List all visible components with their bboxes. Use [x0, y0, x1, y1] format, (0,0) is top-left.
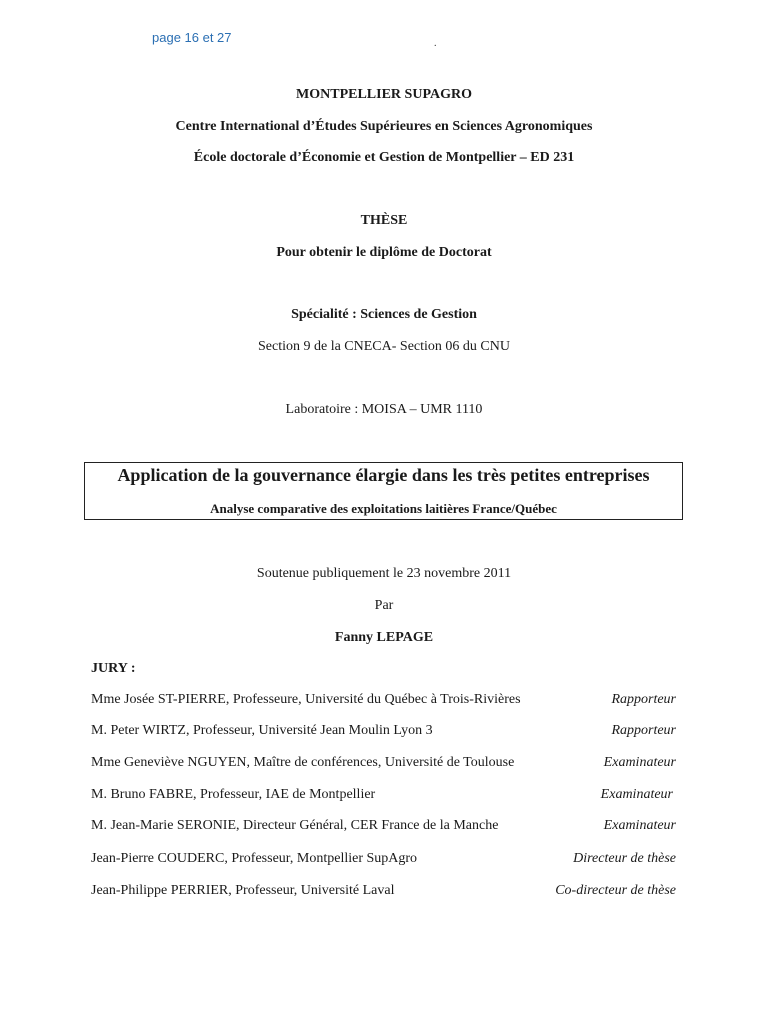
- jury-member-role: Examinateur: [603, 755, 676, 770]
- by-label: Par: [374, 598, 394, 613]
- doctoral-school: École doctorale d’Économie et Gestion de Montpellier – ED 231: [193, 150, 575, 165]
- jury-member-role: Co-directeur de thèse: [555, 883, 676, 898]
- cnu-section: Section 9 de la CNECA- Section 06 du CNU: [258, 339, 510, 354]
- title-box: [84, 462, 683, 520]
- jury-member-name: Jean-Philippe PERRIER, Professeur, Université Laval: [91, 883, 395, 898]
- jury-member-name: M. Peter WIRTZ, Professeur, Université Jean Moulin Lyon 3: [91, 723, 433, 738]
- page-reference: page 16 et 27: [152, 30, 232, 45]
- thesis-heading: THÈSE: [360, 213, 408, 228]
- stray-dot: .: [434, 38, 437, 49]
- jury-member: [91, 723, 676, 743]
- author-name: Fanny LEPAGE: [334, 630, 434, 645]
- jury-member: [91, 692, 676, 712]
- jury-member: [91, 851, 676, 871]
- jury-member-role: Examinateur: [600, 787, 673, 802]
- jury-member: [91, 787, 676, 807]
- jury-heading: JURY :: [91, 661, 136, 676]
- institution-name: MONTPELLIER SUPAGRO: [296, 87, 472, 102]
- jury-member-role: Directeur de thèse: [573, 851, 676, 866]
- jury-member-name: Mme Josée ST-PIERRE, Professeure, Université du Québec à Trois-Rivières: [91, 692, 521, 707]
- jury-member-role: Rapporteur: [611, 723, 676, 738]
- jury-member-role: Examinateur: [603, 818, 676, 833]
- jury-member-name: Jean-Pierre COUDERC, Professeur, Montpellier SupAgro: [91, 851, 418, 866]
- laboratory: Laboratoire : MOISA – UMR 1110: [285, 402, 483, 417]
- jury-member: [91, 755, 676, 775]
- institution-centre: Centre International d’Études Supérieures en Sciences Agronomiques: [175, 119, 593, 134]
- degree-purpose: Pour obtenir le diplôme de Doctorat: [276, 245, 492, 260]
- thesis-title: Application de la gouvernance élargie dans les très petites entreprises: [117, 465, 650, 485]
- jury-member-role: Rapporteur: [611, 692, 676, 707]
- jury-member-name: M. Bruno FABRE, Professeur, IAE de Montpellier: [91, 787, 376, 802]
- jury-member: [91, 818, 676, 838]
- jury-member-name: M. Jean-Marie SERONIE, Directeur Général, CER France de la Manche: [91, 818, 499, 833]
- defense-date: Soutenue publiquement le 23 novembre 2011: [256, 566, 512, 581]
- jury-member: [91, 883, 676, 903]
- jury-member-name: Mme Geneviève NGUYEN, Maître de conférences, Université de Toulouse: [91, 755, 515, 770]
- thesis-subtitle: Analyse comparative des exploitations laitières France/Québec: [210, 501, 557, 516]
- speciality: Spécialité : Sciences de Gestion: [291, 307, 477, 322]
